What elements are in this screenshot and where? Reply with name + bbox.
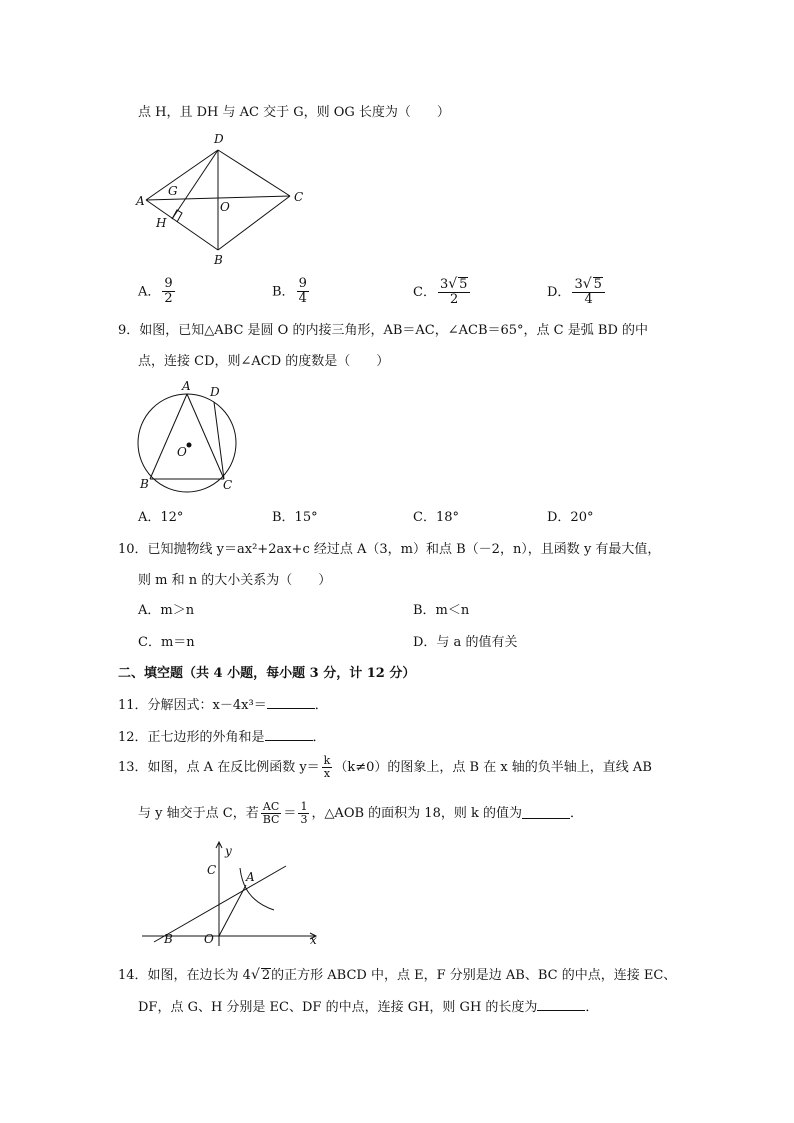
q10-option-b[interactable]: B．m＜n <box>413 603 470 618</box>
label-a: A <box>246 870 255 884</box>
label-o: O <box>220 200 230 214</box>
q9-option-b[interactable]: B．15° <box>272 510 318 525</box>
answer-blank[interactable] <box>265 730 313 741</box>
label-a: A <box>182 379 191 393</box>
label-c: C <box>223 478 233 492</box>
q13-line1: 13．如图，点 A 在反比例函数 y＝ $\frac{k}{x}$ （k≠0）的图象上，点 B 在 x 轴的负半轴上，直线 AB <box>118 754 652 781</box>
label-b: B <box>164 932 173 946</box>
answer-blank[interactable] <box>537 1000 585 1011</box>
q12: 12．正七边形的外角和是 ． <box>118 730 326 745</box>
q8-text: 点 H，且 DH 与 AC 交于 G，则 OG 长度为（ ） <box>138 105 450 120</box>
q9-figure <box>130 376 250 496</box>
q14-line1: 14．如图，在边长为 4√ 2的正方形 ABCD 中，点 E，F 分别是边 AB、BC 的中点，连接 EC、 <box>118 967 677 983</box>
label-b: B <box>140 477 149 491</box>
edge-ad <box>146 150 218 200</box>
label-h: H <box>156 216 167 230</box>
q9-line1: 9．如图，已知△ABC 是圆 O 的内接三角形，AB＝AC，∠ACB＝65°，点 C 是弧 BD 的中 <box>118 323 649 338</box>
q9-option-a[interactable]: A．12° <box>138 510 184 525</box>
q13-figure <box>140 838 330 948</box>
q9-option-c[interactable]: C．18° <box>413 510 459 525</box>
answer-blank[interactable] <box>522 808 570 819</box>
label-x: x <box>310 933 317 947</box>
line-ab <box>154 866 286 942</box>
q10-option-d[interactable]: D．与 a 的值有关 <box>413 635 518 650</box>
q9-line2: 点，连接 CD，则∠ACD 的度数是（ ） <box>138 354 390 369</box>
section-title: 二、填空题（共 4 小题，每小题 3 分，计 12 分） <box>118 666 416 681</box>
q13-line2: 与 y 轴交于点 C，若 $\frac{AC}{BC}$ ＝ $\frac{1}{3}$ ，△AOB 的面积为 18，则 k 的值为 ． <box>138 800 583 827</box>
q8-option-c[interactable]: C． $\frac{3√ 5}{2}$ <box>413 277 472 308</box>
circle-o <box>138 394 236 492</box>
q8-option-b[interactable]: B． $\frac{9}{4}$ <box>272 276 307 307</box>
answer-blank[interactable] <box>267 698 315 709</box>
label-o: O <box>177 445 187 459</box>
q10-option-a[interactable]: A．m＞n <box>138 603 195 618</box>
edge-dc <box>218 150 290 196</box>
q10-line2: 则 m 和 n 的大小关系为（ ） <box>138 573 332 588</box>
q9-option-d[interactable]: D．20° <box>547 510 594 525</box>
q10-line1: 10．已知抛物线 y＝ax²+2ax+c 经过点 A（3，m）和点 B（－2，n），且函数 y 有最大值， <box>118 542 661 557</box>
q10-option-c[interactable]: C．m＝n <box>138 635 195 650</box>
seg-oa <box>219 885 246 936</box>
label-b: B <box>214 253 223 267</box>
label-c: C <box>294 190 304 204</box>
label-y: y <box>225 844 232 858</box>
q8-figure <box>130 128 320 268</box>
label-d: D <box>214 132 224 146</box>
q14-line2: DF，点 G、H 分别是 EC、DF 的中点，连接 GH，则 GH 的长度为 ． <box>138 1000 599 1015</box>
q11: 11．分解因式：x－4x³＝ ． <box>118 698 328 713</box>
q8-option-a[interactable]: A． $\frac{9}{2}$ <box>138 276 173 307</box>
center-dot <box>187 443 192 448</box>
seg-dh <box>172 150 218 219</box>
label-g: G <box>168 184 178 198</box>
label-c: C <box>207 863 217 877</box>
label-d: D <box>210 385 220 399</box>
q8-option-d[interactable]: D． $\frac{3√ 5}{4}$ <box>547 277 607 308</box>
label-a: A <box>136 194 145 208</box>
label-o: O <box>204 932 214 946</box>
